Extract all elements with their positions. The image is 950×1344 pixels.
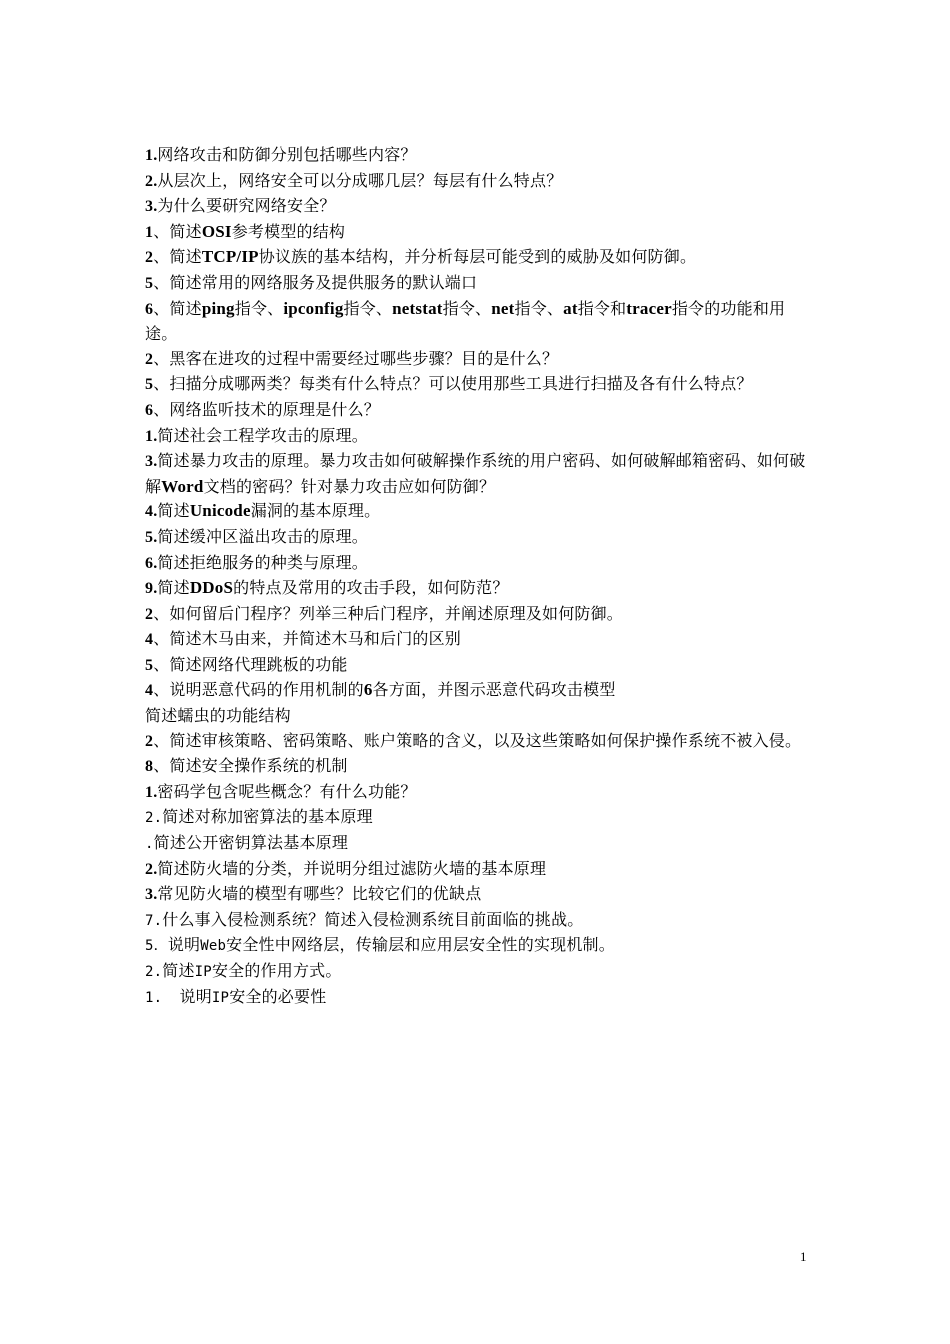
question-line: 7.什么事入侵检测系统？简述入侵检测系统目前面临的挑战。 xyxy=(145,909,584,929)
question-line: 2、黑客在进攻的过程中需要经过哪些步骤？目的是什么？ xyxy=(145,348,559,368)
question-line: 1. 说明IP安全的必要性 xyxy=(145,986,327,1006)
question-line: 6、简述ping指令、ipconfig指令、netstat指令、net指令、at指令和tracer指令的功能和用途。 xyxy=(145,298,786,344)
page-number: 1 xyxy=(800,1249,807,1264)
question-line: 3.简述暴力攻击的原理。暴力攻击如何破解操作系统的用户密码、如何破解邮箱密码、如何破解Word文档的密码？针对暴力攻击应如何防御？ xyxy=(145,451,806,496)
question-line: 2.从层次上，网络安全可以分成哪几层？每层有什么特点？ xyxy=(145,170,563,190)
question-line: 6.简述拒绝服务的种类与原理。 xyxy=(145,552,369,572)
question-line: 4.简述Unicode漏洞的基本原理。 xyxy=(145,501,381,521)
question-line: 2.简述对称加密算法的基本原理 xyxy=(145,807,373,827)
question-line: 5.简述缓冲区溢出攻击的原理。 xyxy=(145,526,369,546)
question-line: 3.常见防火墙的模型有哪些？比较它们的优缺点 xyxy=(145,884,482,904)
question-line: 2、简述TCP/IP协议族的基本结构，并分析每层可能受到的威胁及如何防御。 xyxy=(145,247,697,267)
question-line: 5、简述常用的网络服务及提供服务的默认端口 xyxy=(145,272,478,292)
question-line: .简述公开密钥算法基本原理 xyxy=(145,833,349,853)
question-line: 1.简述社会工程学攻击的原理。 xyxy=(145,425,369,445)
question-line: 2.简述IP安全的作用方式。 xyxy=(145,961,342,980)
question-line: 9.简述DDoS的特点及常用的攻击手段，如何防范？ xyxy=(145,578,509,598)
question-list xyxy=(145,143,810,1010)
question-line: 8、简述安全操作系统的机制 xyxy=(145,756,348,776)
question-line: 简述蠕虫的功能结构 xyxy=(145,706,291,726)
question-line: 5、扫描分成哪两类？每类有什么特点？可以使用那些工具进行扫描及各有什么特点？ xyxy=(145,374,753,394)
question-line: 2、简述审核策略、密码策略、账户策略的含义，以及这些策略如何保护操作系统不被入侵。 xyxy=(145,730,802,750)
question-line: 2.简述防火墙的分类，并说明分组过滤防火墙的基本原理 xyxy=(145,858,547,878)
question-line: 1.网络攻击和防御分别包括哪些内容？ xyxy=(145,145,417,164)
question-line: 4、简述木马由来，并简述木马和后门的区别 xyxy=(145,629,462,649)
question-line: 5、简述网络代理跳板的功能 xyxy=(145,654,348,674)
question-line: 4、说明恶意代码的作用机制的6各方面，并图示恶意代码攻击模型 xyxy=(145,680,616,700)
question-line: 1、简述OSI参考模型的结构 xyxy=(145,221,346,241)
question-line: 3.为什么要研究网络安全？ xyxy=(145,196,336,216)
question-line: 2、如何留后门程序？列举三种后门程序，并阐述原理及如何防御。 xyxy=(145,603,624,623)
question-line: 6、网络监听技术的原理是什么？ xyxy=(145,399,381,419)
question-line: 5．说明Web安全性中网络层，传输层和应用层安全性的实现机制。 xyxy=(145,935,615,955)
question-line: 1.密码学包含呢些概念？有什么功能？ xyxy=(145,781,417,801)
